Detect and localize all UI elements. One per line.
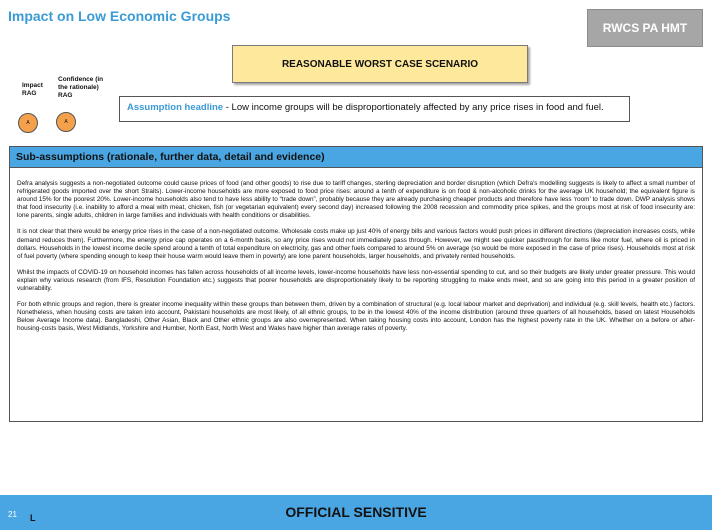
rwcs-tag: RWCS PA HMT <box>587 9 703 47</box>
sub-assumptions-header: Sub-assumptions (rationale, further data, detail and evidence) <box>9 146 703 168</box>
paragraph-energy: It is not clear that there would be energy price rises in the case of a non-negotiated outcome. Wholesale costs make up just 40% of energy bills and various factors would push prices in different directions (depreciation increases costs, while demand reduces them). Furthermore, the energy price cap operates on a 6-month basis, so any price rises would not immediately pass through. However, we might see quicker passthrough for items like motor fuel, where oil is priced in dollars. Households in the lowest income decile spend around a tenth of total expenditure on electricity, gas and other fuels compared to around 5% on average (so would be more exposed in the case of price rises). Households most at risk of fuel poverty (where spending enough to keep their house warm would leave them in poverty) are lone parent households, larger households, and privately rented households. <box>17 228 695 260</box>
headline-label: Assumption headline <box>127 102 224 113</box>
paragraph-food: Defra analysis suggests a non-negotiated outcome could cause prices of food (and other goods) to rise due to tariff changes, sterling depreciation and border disruption (which Defra's modelling suggests is likely to affect a small number of refrigerated goods imported over the short Straits). Lower-income households are more exposed to food price rises: around a tenth of expenditure is on food & non-alcoholic drinks for the average UK household; the equivalent figure is around 15% for the poorest 20%. Lower-income households also tend to have less ability to “trade down”, probably because they are already purchasing cheaper products and therefore have less ‘room’ to trade down. DWP analysis shows that food insecurity (i.e. inability to afford a meal with meat, chicken, fish (or vegetarian equivalent) every second day) increased following the 2008 recession and commodity price spikes, and the groups most at risk of food insecurity are: lone parents, single adults, children in large families and individuals with health conditions or disabilities. <box>17 180 695 220</box>
paragraph-ethnicity-region: For both ethnic groups and region, there is greater income inequality within these groups than between them, driven by a combination of structural (e.g. local labour market and deprivation) and individual (e.g. skill levels, health etc.) factors. Nonetheless, when housing costs are taken into account, Pakistani households are most likely, of all ethnic groups, to be in the lowest 40% of the income distribution (around three quarters of all households, based on latest Households Below Average Income data). Bangladeshi, Other Asian, Black and Other ethnic groups are also overrepresented. When taking housing costs into account, London has the highest poverty rate in the UK. Whether on a before or after-housing-costs basis, West Midlands, Yorkshire and Humber, North East, North West and Wales have higher than average rates of poverty. <box>17 301 695 333</box>
confidence-rag-indicator: A <box>56 112 76 132</box>
classification-label: OFFICIAL SENSITIVE <box>285 504 427 520</box>
impact-rag-label: Impact RAG <box>22 82 43 97</box>
page-title: Impact on Low Economic Groups <box>8 8 231 24</box>
footer-marker: L <box>30 513 36 523</box>
assumption-headline <box>119 96 630 122</box>
headline-separator: - <box>223 102 232 113</box>
scenario-banner: REASONABLE WORST CASE SCENARIO <box>232 45 528 83</box>
confidence-rag-label: Confidence (in the rationale) RAG <box>58 76 104 99</box>
headline-text: Low income groups will be disproportionately affected by any price rises in food and fuel. <box>231 102 604 113</box>
impact-rag-indicator: A <box>18 113 38 133</box>
page-number: 21 <box>8 510 17 519</box>
footer-bar <box>0 495 712 530</box>
paragraph-covid: Whilst the impacts of COVID-19 on household incomes has fallen across households of all income levels, lower-income households have less non-essential spending to cut, and so their budgets are likely under greater pressure. This would explain why various research (from IFS, Resolution Foundation etc.) suggests that poorer households are disproportionately likely to be reporting struggling to make ends meet, and so are going into this period in a greater position of vulnerability. <box>17 268 695 293</box>
sub-assumptions-body <box>9 168 703 422</box>
